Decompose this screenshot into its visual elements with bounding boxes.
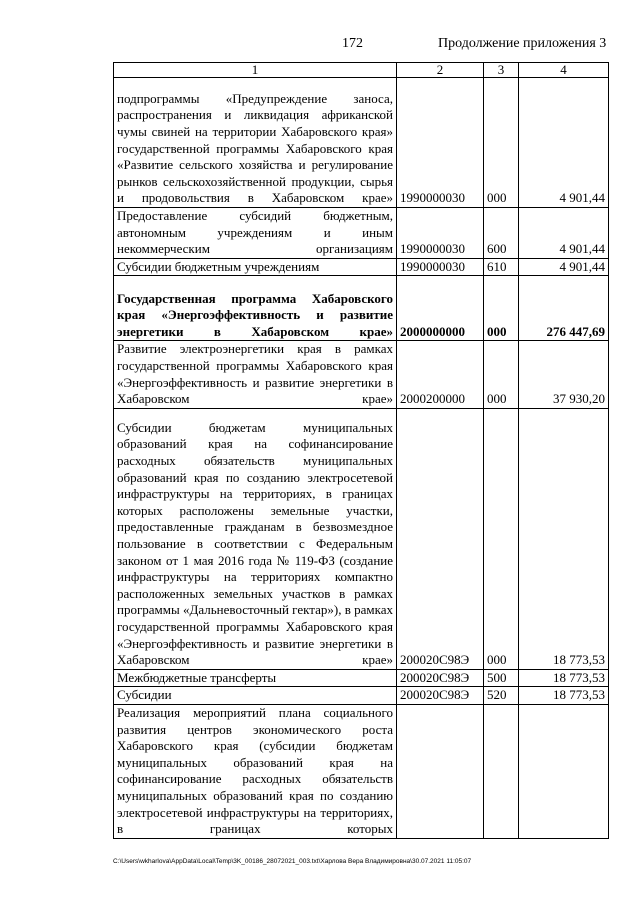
row-target-code: 1990000030 <box>397 208 484 259</box>
row-expense-type: 500 <box>484 669 519 687</box>
row-expense-type: 520 <box>484 687 519 705</box>
row-target-code: 1990000030 <box>397 78 484 208</box>
row-expense-type <box>484 704 519 838</box>
table-row <box>114 669 609 687</box>
table-row <box>114 408 609 669</box>
column-header-1: 1 <box>114 63 397 78</box>
row-name: Развитие электроэнергетики края в рамках государственной программы Хабаровского края «Энергоэффективность и развитие энергетики в Хабаровском крае» <box>114 341 397 408</box>
column-header-4: 4 <box>519 63 609 78</box>
row-name: Субсидии бюджетам муниципальных образований края на софинансирование расходных обязательств муниципальных образований края по созданию электросетевой инфраструктуры на территориях, в границах которых расположены земельные участки, предоставленные гражданам в безвозмездное пользование в соответствии с Федеральным законом от 1 мая 2016 года № 119-ФЗ (создание инфраструктуры на территориях компактно расположенных земельных участков в рамках программы «Дальневосточный гектар»), в рамках государственной программы Хабаровского края «Энергоэффективность и развитие энергетики в Хабаровском крае» <box>114 408 397 669</box>
row-expense-type: 610 <box>484 258 519 276</box>
row-name: Предоставление субсидий бюджетным, автономным учреждениям и иным некоммерческим организациям <box>114 208 397 259</box>
row-target-code: 2000200000 <box>397 341 484 408</box>
column-header-2: 2 <box>397 63 484 78</box>
row-amount: 37 930,20 <box>519 341 609 408</box>
row-expense-type: 000 <box>484 341 519 408</box>
row-name: Субсидии <box>114 687 397 705</box>
row-amount: 276 447,69 <box>519 276 609 341</box>
row-target-code: 200020С98Э <box>397 408 484 669</box>
budget-table <box>113 62 609 839</box>
row-amount: 18 773,53 <box>519 669 609 687</box>
row-amount <box>519 704 609 838</box>
table-row <box>114 208 609 259</box>
row-name: Государственная программа Хабаровского края «Энергоэффективность и развитие энергетики в Хабаровском крае» <box>114 276 397 341</box>
row-amount: 4 901,44 <box>519 208 609 259</box>
row-expense-type: 000 <box>484 78 519 208</box>
row-expense-type: 000 <box>484 276 519 341</box>
row-name: Субсидии бюджетным учреждениям <box>114 258 397 276</box>
table-row-program <box>114 276 609 341</box>
row-name: Реализация мероприятий плана социального развития центров экономического роста Хабаровского края (субсидии бюджетам муниципальных образований края на софинансирование расходных обязательств муниципальных образований края по созданию электросетевой инфраструктуры на территориях, в границах которых <box>114 704 397 838</box>
table-row <box>114 78 609 208</box>
file-path-footer: C:\Users\wkharlova\AppData\Local\Temp\3K_00186_28072021_003.txt\Харлова Вера Владимировна\30.07.2021 11:05:07 <box>113 858 472 865</box>
row-target-code <box>397 704 484 838</box>
table-row <box>114 341 609 408</box>
row-expense-type: 600 <box>484 208 519 259</box>
row-amount: 18 773,53 <box>519 687 609 705</box>
row-target-code: 1990000030 <box>397 258 484 276</box>
row-target-code: 200020С98Э <box>397 669 484 687</box>
table-row <box>114 258 609 276</box>
row-amount: 18 773,53 <box>519 408 609 669</box>
column-header-3: 3 <box>484 63 519 78</box>
appendix-continuation-label: Продолжение приложения 3 <box>438 36 607 51</box>
row-name: Межбюджетные трансферты <box>114 669 397 687</box>
row-amount: 4 901,44 <box>519 78 609 208</box>
row-amount: 4 901,44 <box>519 258 609 276</box>
row-expense-type: 000 <box>484 408 519 669</box>
row-target-code: 2000000000 <box>397 276 484 341</box>
table-row <box>114 687 609 705</box>
row-target-code: 200020С98Э <box>397 687 484 705</box>
table-header-row <box>114 63 609 78</box>
row-name: подпрограммы «Предупреждение заноса, распространения и ликвидация африканской чумы свиней на территории Хабаровского края» государственной программы Хабаровского края «Развитие сельского хозяйства и регулирование рынков сельскохозяйственной продукции, сырья и продовольствия в Хабаровском крае» <box>114 78 397 208</box>
table-row <box>114 704 609 838</box>
page-number: 172 <box>342 36 363 51</box>
